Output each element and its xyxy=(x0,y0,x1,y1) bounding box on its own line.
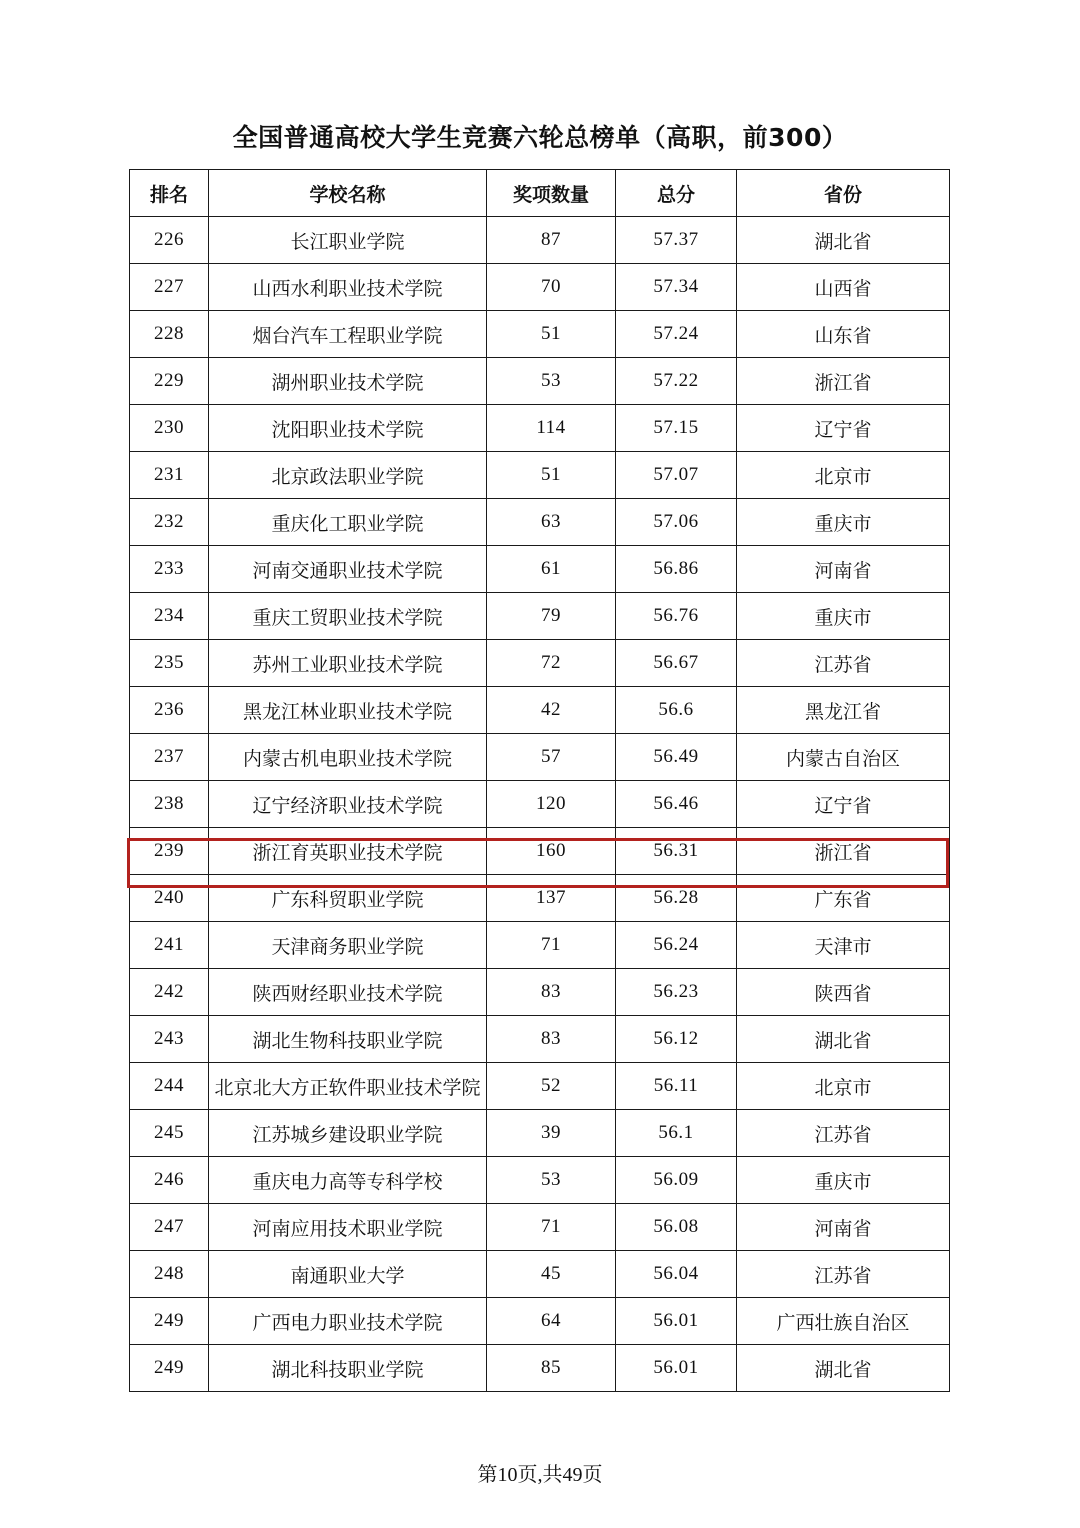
rank-cell: 241 xyxy=(130,922,209,969)
awards-cell: 83 xyxy=(487,969,616,1016)
score-cell: 56.08 xyxy=(616,1204,737,1251)
awards-cell: 120 xyxy=(487,781,616,828)
table-row xyxy=(130,734,950,781)
province-cell: 广东省 xyxy=(737,875,950,922)
rank-cell: 240 xyxy=(130,875,209,922)
table-row xyxy=(130,781,950,828)
awards-cell: 79 xyxy=(487,593,616,640)
awards-cell: 160 xyxy=(487,828,616,875)
province-cell: 山西省 xyxy=(737,264,950,311)
province-cell: 江苏省 xyxy=(737,640,950,687)
score-cell: 56.09 xyxy=(616,1157,737,1204)
province-cell: 天津市 xyxy=(737,922,950,969)
table-row xyxy=(130,1204,950,1251)
score-cell: 56.12 xyxy=(616,1016,737,1063)
rank-cell: 232 xyxy=(130,499,209,546)
rank-cell: 227 xyxy=(130,264,209,311)
province-cell: 黑龙江省 xyxy=(737,687,950,734)
province-cell: 山东省 xyxy=(737,311,950,358)
score-cell: 56.23 xyxy=(616,969,737,1016)
awards-cell: 51 xyxy=(487,311,616,358)
school-cell: 重庆电力高等专科学校 xyxy=(209,1157,487,1204)
province-cell: 湖北省 xyxy=(737,1016,950,1063)
table-row xyxy=(130,1345,950,1392)
province-cell: 北京市 xyxy=(737,1063,950,1110)
table-row xyxy=(130,405,950,452)
school-cell: 沈阳职业技术学院 xyxy=(209,405,487,452)
school-cell: 北京北大方正软件职业技术学院 xyxy=(209,1063,487,1110)
header-province: 省份 xyxy=(737,170,950,217)
score-cell: 56.46 xyxy=(616,781,737,828)
province-cell: 江苏省 xyxy=(737,1251,950,1298)
score-cell: 56.01 xyxy=(616,1298,737,1345)
rank-cell: 243 xyxy=(130,1016,209,1063)
province-cell: 河南省 xyxy=(737,1204,950,1251)
ranking-table xyxy=(129,169,950,1392)
score-cell: 56.67 xyxy=(616,640,737,687)
province-cell: 河南省 xyxy=(737,546,950,593)
province-cell: 浙江省 xyxy=(737,828,950,875)
table-row xyxy=(130,264,950,311)
awards-cell: 61 xyxy=(487,546,616,593)
score-cell: 57.07 xyxy=(616,452,737,499)
header-score: 总分 xyxy=(616,170,737,217)
awards-cell: 42 xyxy=(487,687,616,734)
awards-cell: 45 xyxy=(487,1251,616,1298)
table-row xyxy=(130,311,950,358)
school-cell: 苏州工业职业技术学院 xyxy=(209,640,487,687)
school-cell: 天津商务职业学院 xyxy=(209,922,487,969)
awards-cell: 63 xyxy=(487,499,616,546)
table-row xyxy=(130,1298,950,1345)
awards-cell: 53 xyxy=(487,358,616,405)
score-cell: 56.11 xyxy=(616,1063,737,1110)
school-cell: 广西电力职业技术学院 xyxy=(209,1298,487,1345)
header-rank: 排名 xyxy=(130,170,209,217)
awards-cell: 114 xyxy=(487,405,616,452)
rank-cell: 247 xyxy=(130,1204,209,1251)
score-cell: 56.76 xyxy=(616,593,737,640)
rank-cell: 226 xyxy=(130,217,209,264)
province-cell: 陕西省 xyxy=(737,969,950,1016)
header-school: 学校名称 xyxy=(209,170,487,217)
score-cell: 56.28 xyxy=(616,875,737,922)
table-row xyxy=(130,1157,950,1204)
province-cell: 重庆市 xyxy=(737,1157,950,1204)
school-cell: 辽宁经济职业技术学院 xyxy=(209,781,487,828)
rank-cell: 238 xyxy=(130,781,209,828)
school-cell: 河南交通职业技术学院 xyxy=(209,546,487,593)
table-row xyxy=(130,499,950,546)
score-cell: 56.86 xyxy=(616,546,737,593)
rank-cell: 236 xyxy=(130,687,209,734)
score-cell: 57.24 xyxy=(616,311,737,358)
table-row xyxy=(130,922,950,969)
school-cell: 江苏城乡建设职业学院 xyxy=(209,1110,487,1157)
school-cell: 南通职业大学 xyxy=(209,1251,487,1298)
score-cell: 56.1 xyxy=(616,1110,737,1157)
rank-cell: 246 xyxy=(130,1157,209,1204)
province-cell: 辽宁省 xyxy=(737,781,950,828)
score-cell: 56.04 xyxy=(616,1251,737,1298)
awards-cell: 85 xyxy=(487,1345,616,1392)
school-cell: 广东科贸职业学院 xyxy=(209,875,487,922)
awards-cell: 39 xyxy=(487,1110,616,1157)
rank-cell: 228 xyxy=(130,311,209,358)
awards-cell: 137 xyxy=(487,875,616,922)
rank-cell: 234 xyxy=(130,593,209,640)
score-cell: 56.01 xyxy=(616,1345,737,1392)
province-cell: 浙江省 xyxy=(737,358,950,405)
school-cell: 陕西财经职业技术学院 xyxy=(209,969,487,1016)
school-cell: 湖北生物科技职业学院 xyxy=(209,1016,487,1063)
rank-cell: 244 xyxy=(130,1063,209,1110)
awards-cell: 72 xyxy=(487,640,616,687)
awards-cell: 53 xyxy=(487,1157,616,1204)
school-cell: 长江职业学院 xyxy=(209,217,487,264)
school-cell: 重庆工贸职业技术学院 xyxy=(209,593,487,640)
rank-cell: 249 xyxy=(130,1345,209,1392)
score-cell: 57.22 xyxy=(616,358,737,405)
table-row xyxy=(130,875,950,922)
table-row xyxy=(130,640,950,687)
awards-cell: 87 xyxy=(487,217,616,264)
table-header-row xyxy=(130,170,950,217)
table-row xyxy=(130,969,950,1016)
rank-cell: 249 xyxy=(130,1298,209,1345)
province-cell: 内蒙古自治区 xyxy=(737,734,950,781)
table-row xyxy=(130,687,950,734)
score-cell: 56.6 xyxy=(616,687,737,734)
awards-cell: 83 xyxy=(487,1016,616,1063)
awards-cell: 57 xyxy=(487,734,616,781)
school-cell: 湖州职业技术学院 xyxy=(209,358,487,405)
rank-cell: 237 xyxy=(130,734,209,781)
rank-cell: 239 xyxy=(130,828,209,875)
school-cell: 河南应用技术职业学院 xyxy=(209,1204,487,1251)
school-cell: 北京政法职业学院 xyxy=(209,452,487,499)
awards-cell: 64 xyxy=(487,1298,616,1345)
province-cell: 辽宁省 xyxy=(737,405,950,452)
rank-cell: 245 xyxy=(130,1110,209,1157)
rank-cell: 248 xyxy=(130,1251,209,1298)
table-row xyxy=(130,1016,950,1063)
rank-cell: 242 xyxy=(130,969,209,1016)
score-cell: 57.06 xyxy=(616,499,737,546)
score-cell: 56.49 xyxy=(616,734,737,781)
province-cell: 湖北省 xyxy=(737,1345,950,1392)
awards-cell: 70 xyxy=(487,264,616,311)
province-cell: 重庆市 xyxy=(737,499,950,546)
score-cell: 56.31 xyxy=(616,828,737,875)
table-row-highlighted xyxy=(130,828,950,875)
school-cell: 山西水利职业技术学院 xyxy=(209,264,487,311)
rank-cell: 235 xyxy=(130,640,209,687)
score-cell: 57.37 xyxy=(616,217,737,264)
page-footer: 第10页,共49页 xyxy=(477,1464,603,1486)
province-cell: 广西壮族自治区 xyxy=(737,1298,950,1345)
score-cell: 56.24 xyxy=(616,922,737,969)
rank-cell: 229 xyxy=(130,358,209,405)
table-row xyxy=(130,593,950,640)
score-cell: 57.15 xyxy=(616,405,737,452)
table-row xyxy=(130,358,950,405)
rank-cell: 233 xyxy=(130,546,209,593)
school-cell: 浙江育英职业技术学院 xyxy=(209,828,487,875)
school-cell: 重庆化工职业学院 xyxy=(209,499,487,546)
school-cell: 内蒙古机电职业技术学院 xyxy=(209,734,487,781)
province-cell: 江苏省 xyxy=(737,1110,950,1157)
school-cell: 湖北科技职业学院 xyxy=(209,1345,487,1392)
province-cell: 湖北省 xyxy=(737,217,950,264)
table-row xyxy=(130,1110,950,1157)
table-row xyxy=(130,452,950,499)
awards-cell: 71 xyxy=(487,1204,616,1251)
awards-cell: 71 xyxy=(487,922,616,969)
rank-cell: 231 xyxy=(130,452,209,499)
awards-cell: 51 xyxy=(487,452,616,499)
table-row xyxy=(130,1063,950,1110)
rank-cell: 230 xyxy=(130,405,209,452)
table-row xyxy=(130,217,950,264)
province-cell: 北京市 xyxy=(737,452,950,499)
awards-cell: 52 xyxy=(487,1063,616,1110)
page-title: 全国普通高校大学生竞赛六轮总榜单（高职，前300） xyxy=(232,123,848,152)
header-awards: 奖项数量 xyxy=(487,170,616,217)
table-row xyxy=(130,1251,950,1298)
table-row xyxy=(130,546,950,593)
score-cell: 57.34 xyxy=(616,264,737,311)
school-cell: 烟台汽车工程职业学院 xyxy=(209,311,487,358)
school-cell: 黑龙江林业职业技术学院 xyxy=(209,687,487,734)
province-cell: 重庆市 xyxy=(737,593,950,640)
